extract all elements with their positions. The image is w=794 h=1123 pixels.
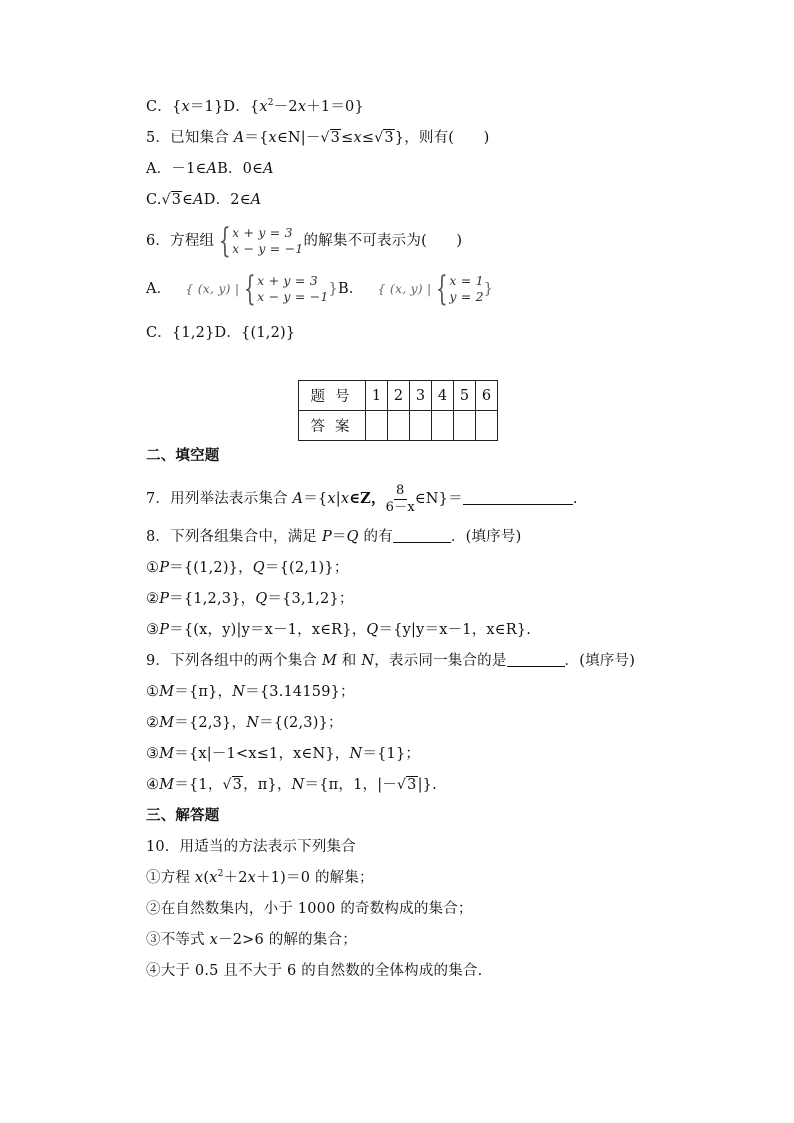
q7-stem: 7．用列举法表示集合 A＝{x|x∈Z， $\frac{8}{6-x}$ ∈N}＝ .: [146, 482, 578, 515]
table-cell: 2: [388, 381, 410, 411]
q8-item-3: ③P＝{(x，y)|y＝x－1，x∈R}，Q＝{y|y＝x－1，x∈R}.: [146, 622, 532, 638]
answer-cell[interactable]: [388, 411, 410, 441]
answer-blank[interactable]: [507, 666, 565, 667]
sqrt-symbol: √3: [320, 130, 341, 146]
q6-stem: 6．方程组 { x + y = 3 x − y = −1 的解集不可表示为( ): [146, 221, 463, 261]
sqrt-symbol: √3: [222, 777, 243, 793]
answer-cell[interactable]: [476, 411, 498, 441]
answer-cell[interactable]: [410, 411, 432, 441]
q8-stem: 8．下列各组集合中，满足 P＝Q 的有 ．(填序号): [146, 529, 522, 545]
q10-item-2: ②在自然数集内，小于 1000 的奇数构成的集合；: [146, 901, 473, 917]
q6-options-ab: A． { (x, y) | { x + y = 3 x − y = −1 }B． { (x, y) | { x = 1 y = 2 }: [146, 269, 494, 309]
answer-cell[interactable]: [366, 411, 388, 441]
table-row: [299, 381, 498, 411]
answer-cell[interactable]: [454, 411, 476, 441]
q5-options-cd: C.√3∈AD．2∈A: [146, 192, 262, 208]
q10-item-3: ③不等式 x－2>6 的解的集合；: [146, 932, 357, 948]
option-d-label: D．: [223, 99, 250, 115]
answer-table: [298, 380, 498, 441]
option-c-label: C．: [146, 99, 172, 115]
equation-system: { x + y = 3 x − y = −1: [244, 269, 329, 309]
table-cell: 1: [366, 381, 388, 411]
table-cell: 4: [432, 381, 454, 411]
equation-system: { x + y = 3 x − y = −1: [219, 221, 304, 261]
equation-system: { x = 1 y = 2: [436, 269, 484, 309]
q9-stem: 9．下列各组中的两个集合 M 和 N，表示同一集合的是 ．(填序号): [146, 653, 636, 669]
q10-item-4: ④大于 0.5 且不大于 6 的自然数的全体构成的集合.: [146, 963, 483, 979]
q4-options-cd: C．{x＝1}D．$\{x^2-2x+1=0\}$: [146, 98, 364, 115]
q10-item-1: ①方程 $x(x^2+2x+1)=0$ 的解集；: [146, 869, 374, 886]
q9-item-1: ①M＝{π}，N＝{3.14159}；: [146, 684, 355, 700]
q6-options-cd: C．{1,2}D．{(1,2)}: [146, 325, 296, 341]
table-cell: 5: [454, 381, 476, 411]
section-3-title: 三、解答题: [146, 808, 220, 824]
q8-item-2: ②P＝{1,2,3}，Q＝{3,1,2}；: [146, 591, 354, 607]
sqrt-symbol: √3: [397, 777, 417, 793]
table-cell: 3: [410, 381, 432, 411]
q5-stem: 5．已知集合 A＝{x∈N|－√3≤x≤√3}，则有( ): [146, 130, 490, 146]
fraction: $\frac{8}{6-x}$: [385, 482, 415, 515]
sqrt-symbol: √3: [161, 192, 182, 208]
q5-options-ab: A．－1∈AB．0∈A: [146, 161, 274, 177]
answer-blank[interactable]: [463, 504, 573, 505]
q9-item-2: ②M＝{2,3}，N＝{(2,3)}；: [146, 715, 343, 731]
table-header-cell: 题号: [299, 381, 366, 411]
sqrt-symbol: √3: [374, 130, 394, 146]
section-2-title: 二、填空题: [146, 448, 220, 464]
answer-cell[interactable]: [432, 411, 454, 441]
q9-item-4: ④M＝{1，√3，π}，N＝{π，1，|－√3|}.: [146, 777, 437, 793]
q10-stem: 10．用适当的方法表示下列集合: [146, 839, 356, 855]
table-row: [299, 411, 498, 441]
table-header-cell: 答案: [299, 411, 366, 441]
q9-item-3: ③M＝{x|－1<x≤1，x∈N}，N＝{1}；: [146, 746, 421, 762]
table-cell: 6: [476, 381, 498, 411]
q8-item-1: ①P＝{(1,2)}，Q＝{(2,1)}；: [146, 560, 349, 576]
answer-blank[interactable]: [393, 542, 451, 543]
